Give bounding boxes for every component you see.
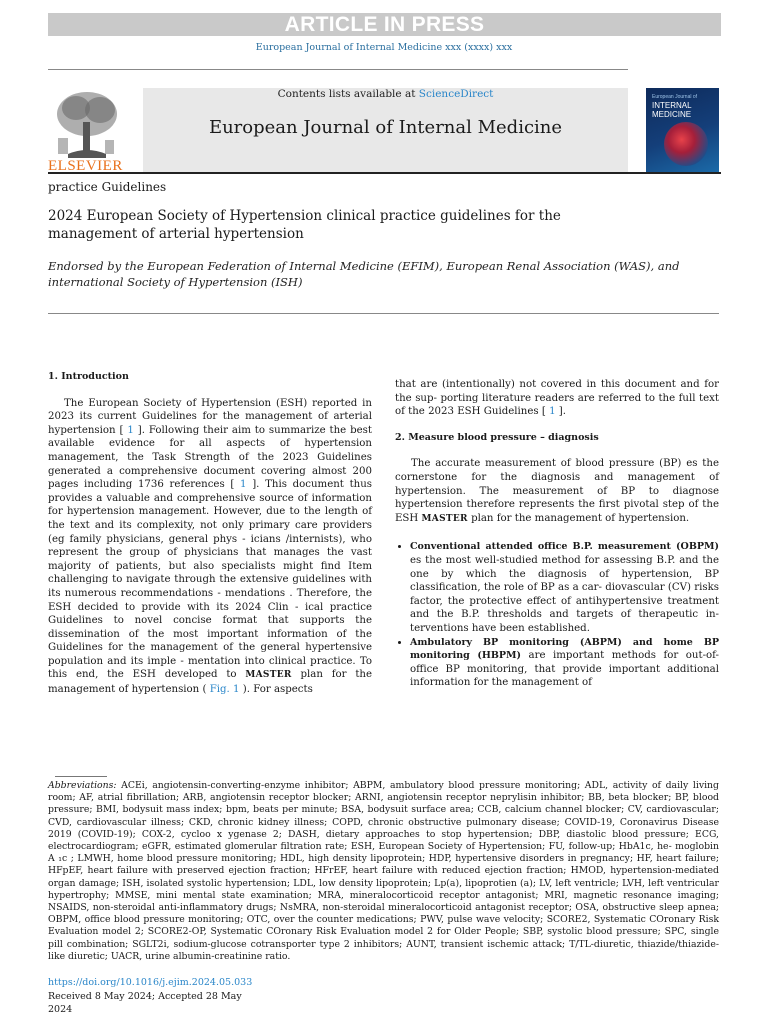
footnote-rule — [55, 776, 107, 777]
section2-paragraph — [395, 457, 719, 526]
intro-heading: 1. Introduction — [48, 371, 129, 382]
top-divider — [48, 69, 628, 70]
left-column — [48, 370, 372, 697]
text-run: ]. This document thus provides a valuable and comprehensive source of information for hypertension management. However, due to the length of the text and its complexity, not only primary care providers (eg family physicians, general phys - icians /internists), who represent the group of physicians that manages the vast majority of patients, but also specialists might find Item challenging to navigate through the extensive guidelines with its numerous recommendations - mendations . Therefore, the ESH decided to provide with its 2024 Clin - ical practice Guidelines to novel concise format that supports the dissemination of the most important information of the Guidelines for the management of the general hypertensive population and its imple - mentation into clinical practice. To this end, the ESH developed to — [48, 479, 373, 681]
text-run: plan for the management of hypertension. — [467, 512, 690, 524]
article-in-press-banner: ARTICLE IN PRESS — [48, 13, 721, 36]
master-term: MASTER — [421, 513, 468, 524]
elsevier-wordmark: ELSEVIER — [48, 158, 123, 174]
cover-small-text: European Journal of — [652, 94, 698, 100]
abbreviations-label: Abbreviations: — [48, 780, 117, 791]
bullet-text: es the most well-studied method for assessing B.P. and the one by which the diagnosis of hypertension, BP classification, the role of BP as a car- diovascular (CV) risks factor, the protective effect of antihypertensive treatment and the B.P. thresholds and targets of therapeutic in- terventions have been established. — [410, 554, 719, 634]
abstract-divider — [48, 313, 719, 314]
endorsement-note: Endorsed by the European Federation of Internal Medicine (EFIM), European Renal Association (WAS), and international Society of Hypertension (ISH) — [48, 259, 680, 289]
master-term: MASTER — [245, 670, 292, 681]
reference-link[interactable]: 1 — [127, 424, 134, 436]
section2-heading: 2. Measure blood pressure – diagnosis — [395, 431, 599, 443]
intro-paragraph — [48, 397, 372, 697]
abbreviations-footnote — [48, 780, 719, 963]
sciencedirect-link[interactable]: ScienceDirect — [418, 88, 494, 100]
contents-prefix: Contents lists available at — [277, 88, 419, 100]
doi-link[interactable]: https://doi.org/10.1016/j.ejim.2024.05.033 — [48, 977, 253, 988]
contents-line — [143, 88, 628, 100]
journal-reference[interactable]: European Journal of Internal Medicine xxx (xxxx) xxx — [255, 42, 513, 53]
article-title: 2024 European Society of Hypertension clinical practice guidelines for the management of arterial hypertension — [48, 208, 561, 242]
abbreviations-text: ACEi, angiotensin-converting-enzyme inhibitor; ABPM, ambulatory blood pressure monitoring; ADL, activity of daily living room; AF, atrial fibrillation; ARB, angiotensin receptor blocker; ARNI, angiotensin receptor neprylisin inhibitor; BB, beta blocker; BP, blood pressure; BMI, bodysuit mass index; bpm, beats per minute; BSA, bodysuit surface area; CCB, calcium channel blocker; CV, cardiovascular; CVD, cardiovascular illness; CKD, chronic kidney illness; COPD, chronic obstructive pulmonary disease; COVID-19, Coronavirus Disease 2019 (COVID-19); COX-2, cycloo x ygenase 2; DASH, dietary approaches to stop hypertension; DBP, diastolic blood pressure; ECG, electrocardiogram; eGFR, estimated glomerular filtration rate; ESH, European Society of Hypertension; FU, follow-up; HbA1c, he- moglobin A ₁c ; LMWH, home blood pressure monitoring; HDL, high density lipoprotein; HDP, hypertensive disorders in pregnancy; HF, heart failure; HFpEF, heart failure with preserved ejection fraction; HFrEF, heart failure with reduced ejection fraction; HMOD, hypertension-mediated organ damage; ISH, isolated systolic hypertension; LDL, low density lipoprotein; Lp(a), lipoprotien (a); LV, left ventricle; LVH, left ventricular hypertrophy; MMSE, mini mental state examination; MRA, mineralocorticoid receptor antagonist; MRI, magnetic resonance imaging; NSAIDS, non-steroidal anti-inflammatory drugs; NsMRA, non-steroidal mineralocorticoid antagonist receptor; OSA, obstructive sleep apnea; OBPM, office blood pressure monitoring; OTC, over the counter medications; PWV, pulse wave velocity; SCORE2, Systematic COronary Risk Evaluation model 2; SCORE2-OP, Systematic COronary Risk Evaluation model 2 for Older People; SBP, systolic blood pressure; SPC, single pill combination; SGLT2i, sodium-glucose cotransporter type 2 inhibitors; AUNT, transient ischemic attack; T/TL-diuretic, thiazide/thiazide-like diuretic; UACR, urine albumin-creatinine ratio. — [48, 780, 719, 962]
bullet-list — [395, 540, 719, 690]
bullet-text: are important methods for out-of-office BP monitoring, that provide important additional information for the management of — [410, 650, 719, 689]
text-run: The European Society of Hypertension (ESH) reported in 2023 its current Guidelines for the management of arterial hypertension [ — [48, 397, 372, 436]
text-run: ]. — [555, 406, 566, 418]
text-run: that are (intentionally) not covered in this document and for the sup- porting literature readers are referred to the full text of the 2023 ESH Guidelines [ — [395, 379, 719, 418]
received-dates: Received 8 May 2024; Accepted 28 May 2024 — [48, 991, 242, 1015]
continuation-paragraph — [395, 378, 719, 419]
text-run: The accurate measurement of blood pressure (BP) es the cornerstone for the diagnosis and management of hypertension. The measurement of BP to diagnose hypertension therefore represents the first pivotal step of the ESH — [395, 458, 719, 524]
text-run: ]. Following their aim to summarize the best available evidence for all aspects of hypertension management, the Task Strength of the 2023 Guidelines generated a comprehensive document covering almost 200 pages including 1736 references [ — [48, 424, 372, 491]
reference-link[interactable]: 1 — [549, 406, 556, 418]
figure-link[interactable]: Fig. 1 — [209, 684, 240, 696]
reference-link[interactable]: 1 — [240, 479, 247, 491]
masthead-rule — [48, 172, 721, 174]
cover-artwork — [664, 122, 708, 166]
text-run: plan for the management of hypertension ( — [48, 669, 372, 696]
text-run: ). For aspects — [239, 684, 313, 696]
bullet-bold: Ambulatory BP monitoring (ABPM) and home BP monitoring (HBPM) — [410, 636, 719, 662]
cover-title: INTERNAL MEDICINE — [652, 101, 692, 119]
section-label: practice Guidelines — [48, 180, 167, 194]
journal-title: European Journal of Internal Medicine — [208, 117, 563, 138]
journal-cover-thumbnail — [646, 88, 719, 172]
right-column — [395, 378, 719, 690]
list-item — [410, 540, 719, 635]
list-item — [410, 636, 719, 690]
bullet-bold: Conventional attended office B.P. measurement (OBPM) — [410, 541, 719, 553]
